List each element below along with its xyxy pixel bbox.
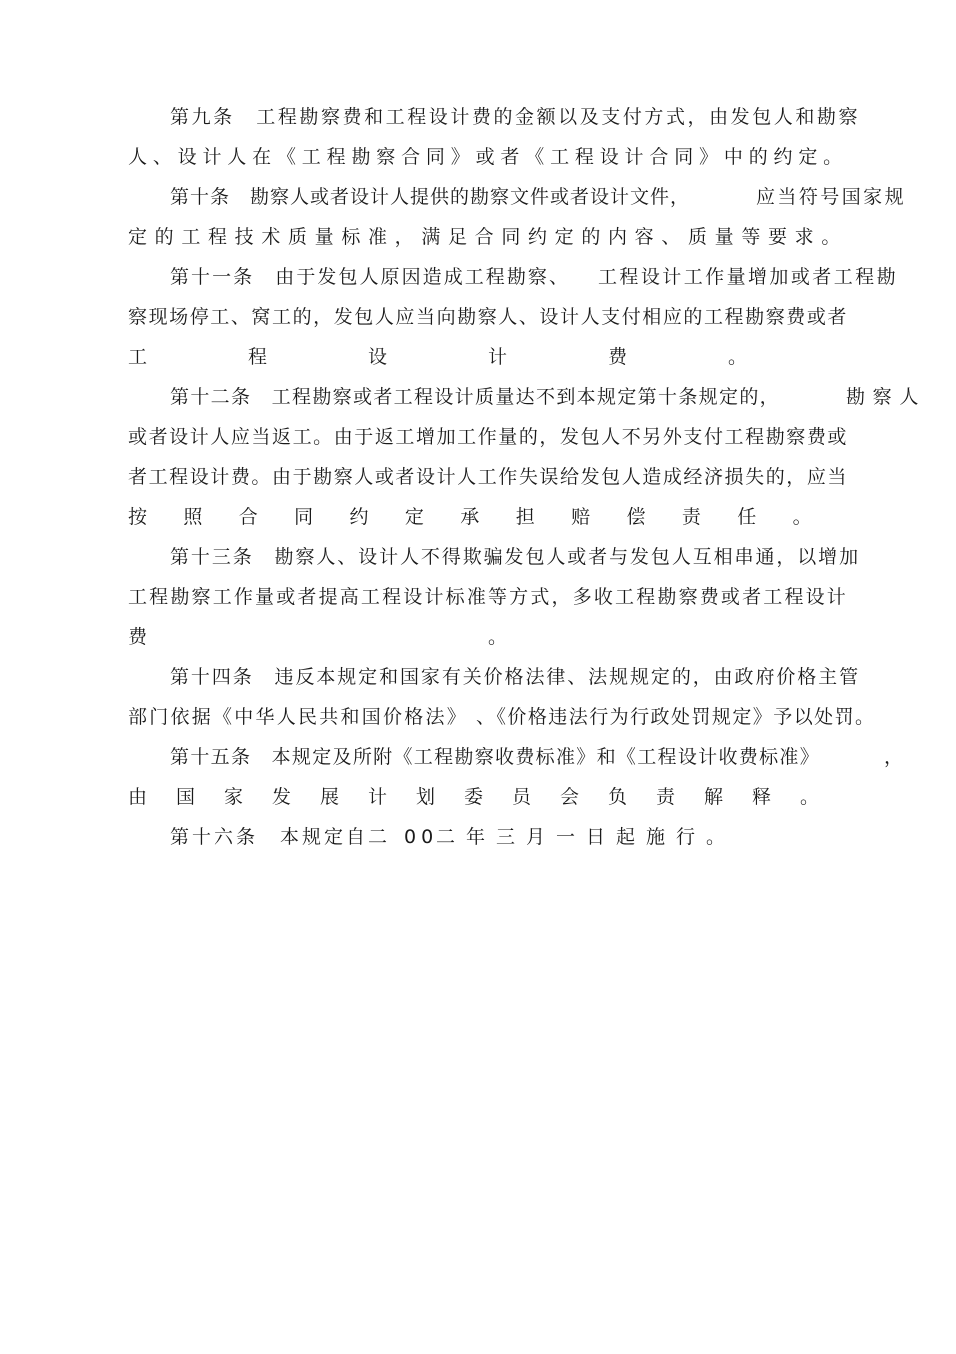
article-11-line-1b: 工程设计工作量增加或者工程勘 — [598, 266, 899, 288]
article-11-line-2: 察现场停工、窝工的，发包人应当向勘察人、设计人支付相应的工程勘察费或者 — [128, 306, 848, 328]
article-16-line-1a: 第十六条 本规定自二 — [170, 826, 391, 848]
article-11-line-3: 工程设计费。 — [128, 346, 849, 368]
article-11-line-1a: 第十一条 由于发包人原因造成工程勘察、 — [170, 266, 571, 288]
article-9-line-2: 人、设计人在《工程勘察合同》或者《工程设计合同》中的约定。 — [128, 146, 849, 168]
article-12-line-3: 者工程设计费。由于勘察人或者设计人工作失误给发包人造成经济损失的，应当 — [128, 466, 848, 488]
article-10-line-1a: 第十条 勘察人或者设计人提供的勘察文件或者设计文件， — [170, 186, 691, 208]
article-12-line-1b: 勘察人 — [846, 386, 927, 408]
article-13-line-2: 工程勘察工作量或者提高工程设计标准等方式，多收工程勘察费或者工程设计 — [128, 586, 848, 608]
article-13-line-3: 费。 — [128, 626, 849, 648]
article-16-line-1b: 00 — [404, 826, 439, 848]
article-15-line-1a: 第十五条 本规定及所附《工程勘察收费标准》和《工程设计收费标准》 — [170, 746, 821, 768]
article-12-line-4: 按照合同约定承担赔偿责任。 — [128, 506, 849, 528]
article-15-line-1b: ， — [884, 746, 904, 768]
article-13-line-1: 第十三条 勘察人、设计人不得欺骗发包人或者与发包人互相串通，以增加 — [170, 546, 860, 568]
article-10-line-2: 定的工程技术质量标准，满足合同约定的内容、质量等要求。 — [128, 226, 849, 248]
article-14-line-1: 第十四条 违反本规定和国家有关价格法律、法规规定的，由政府价格主管 — [170, 666, 860, 688]
article-12-line-2: 或者设计人应当返工。由于返工增加工作量的，发包人不另外支付工程勘察费或 — [128, 426, 848, 448]
article-9-line-1: 第九条 工程勘察费和工程设计费的金额以及支付方式，由发包人和勘察 — [170, 106, 861, 128]
article-12-line-1a: 第十二条 工程勘察或者工程设计质量达不到本规定第十条规定的， — [170, 386, 780, 408]
article-10-line-1b: 应当符号国家规 — [756, 186, 907, 208]
article-14-line-2b: 、《价格违法行为行政处罚规定》予以处罚。 — [476, 706, 876, 728]
article-15-line-2: 由国家发展计划委员会负责解释。 — [128, 786, 849, 808]
article-14-line-2a: 部门依据《中华人民共和国价格法》 — [128, 706, 469, 728]
article-16-line-1c: 二年三月一日起施行。 — [436, 826, 737, 848]
